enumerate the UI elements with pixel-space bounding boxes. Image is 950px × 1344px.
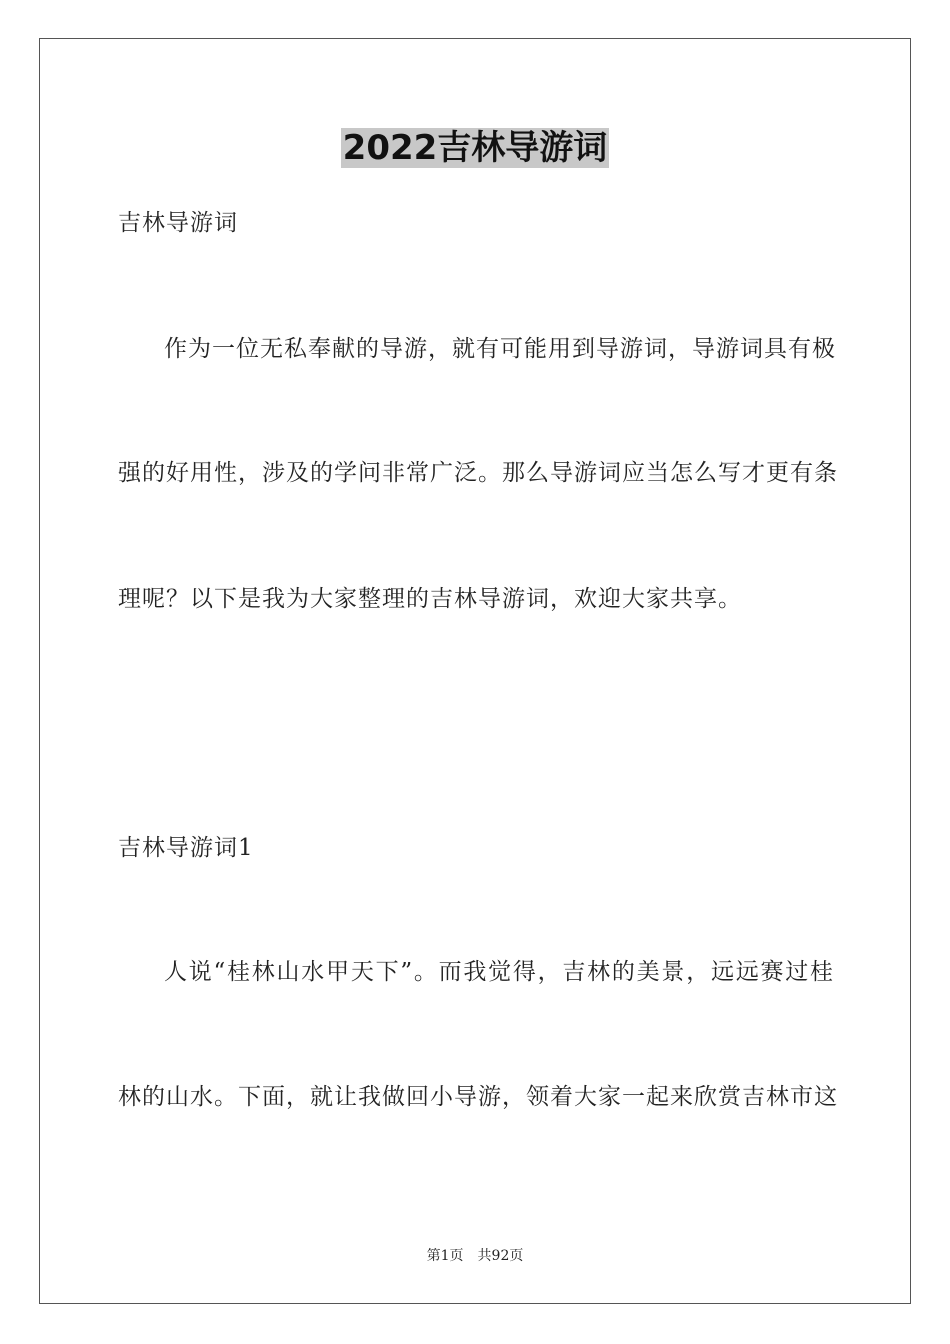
document-subtitle: 吉林导游词 bbox=[118, 210, 238, 236]
section-line-2: 林的山水。下面，就让我做回小导游，领着大家一起来欣赏吉林市这 bbox=[118, 1084, 838, 1110]
section-line-1: 人说“桂林山水甲天下”。而我觉得，吉林的美景，远远赛过桂 bbox=[164, 959, 834, 985]
page-footer bbox=[0, 1246, 950, 1266]
page-total: 共92页 bbox=[477, 1248, 524, 1264]
document-title bbox=[0, 124, 950, 172]
document-title-text: 2022吉林导游词 bbox=[342, 128, 608, 168]
intro-line-3: 理呢？以下是我为大家整理的吉林导游词，欢迎大家共享。 bbox=[118, 586, 742, 612]
intro-line-2: 强的好用性，涉及的学问非常广泛。那么导游词应当怎么写才更有条 bbox=[118, 460, 838, 486]
section-heading: 吉林导游词1 bbox=[118, 835, 254, 861]
intro-line-1: 作为一位无私奉献的导游，就有可能用到导游词，导游词具有极 bbox=[164, 336, 836, 362]
page-number: 第1页 bbox=[426, 1248, 464, 1264]
